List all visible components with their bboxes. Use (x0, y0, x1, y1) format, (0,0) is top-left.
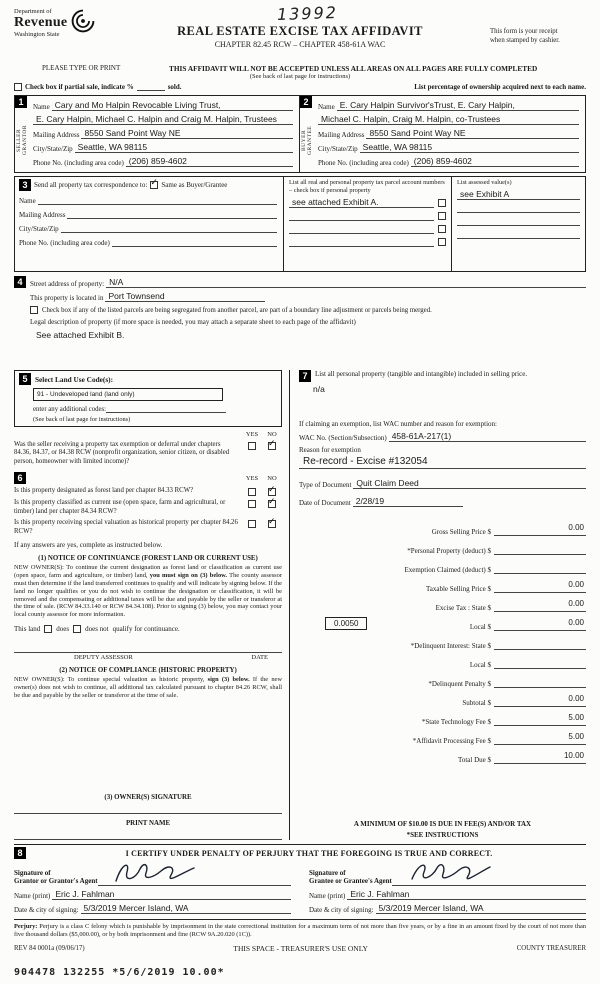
parcel-field-3[interactable] (289, 225, 434, 234)
gross-selling-price-field[interactable] (494, 517, 586, 536)
parcel-numbers-column (283, 177, 451, 271)
delinquent-interest-local-row (299, 650, 586, 669)
grantor-date-label: Date & city of signing: (14, 906, 79, 914)
corr-city-label: City/State/Zip (19, 225, 59, 233)
section-7-column (290, 370, 586, 840)
grantor-signature-label: Signature of Grantor or Grantor's Agent (14, 868, 98, 886)
grantee-date-label: Date & city of signing: (309, 906, 374, 914)
please-type-label: PLEASE TYPE OR PRINT (42, 64, 121, 72)
personal-property-deduct-row (299, 536, 586, 555)
partial-sale-checkbox[interactable] (14, 83, 22, 91)
legal-description-space[interactable] (14, 340, 586, 366)
state-technology-fee-field[interactable] (494, 707, 586, 726)
seller-city-field[interactable]: Seattle, WA 98115 (75, 142, 293, 153)
delinquent-interest-local-value (584, 656, 586, 665)
gross-selling-price-value: 0.00 (568, 523, 584, 532)
total-due-value: 10.00 (563, 751, 584, 760)
grantor-signature-column (14, 862, 291, 914)
parcel-checkbox-3[interactable] (438, 225, 446, 233)
does-checkbox[interactable] (44, 625, 52, 633)
corr-address-label: Mailing Address (19, 211, 66, 219)
current-use-question: Is this property classified as current use (open space, farm and agricultural, or timber) land per chapter 84.34 RCW? (14, 499, 226, 515)
partial-sale-percent-field[interactable] (137, 90, 165, 91)
excise-tax-state-row (299, 593, 586, 612)
seller-address-field[interactable]: 8550 Sand Point Way NE (81, 128, 293, 139)
section-1-badge: 1 (15, 96, 27, 108)
street-address-field[interactable]: N/A (106, 277, 586, 288)
taxable-selling-price-row (299, 574, 586, 593)
seller-address-label: Mailing Address (33, 131, 80, 139)
section-6-badge: 6 (14, 472, 26, 484)
current-use-no-checkbox[interactable]: ✓ (268, 497, 276, 508)
delinquent-penalty-value (584, 675, 586, 684)
grantor-name-label: Name (print) (14, 892, 51, 900)
corr-city-field[interactable] (61, 224, 277, 233)
grantee-date-field[interactable]: 5/3/2019 Mercer Island, WA (376, 903, 586, 914)
buyer-grantee-box (300, 95, 586, 173)
assessed-values-column (451, 177, 585, 271)
total-due-row (299, 745, 586, 764)
excise-tax-state-value: 0.00 (568, 599, 584, 608)
section-3-badge: 3 (19, 179, 31, 191)
receipt-stamp: 904478 132255 *5/6/2019 10.00* (14, 967, 225, 978)
document-date-field[interactable]: 2/28/19 (353, 496, 463, 507)
rev-number: REV 84 0001a (09/06/17) (14, 945, 85, 952)
corr-phone-label: Phone No. (including area code) (19, 239, 110, 247)
parcel-field-2[interactable] (289, 212, 434, 221)
owner-signature-group (14, 788, 282, 840)
assessed-values-header: List assessed value(s) (457, 179, 512, 186)
notice-compliance-text: NEW OWNER(S): To continue special valuation as historic property, sign (3) below. If the new owner(s) does not wish to continue, all additional tax calculated pursuant to chapter 84.26 RCW, shall be due and payable by the seller or transferor at the time of sale. (14, 676, 282, 699)
corr-name-label: Name (19, 197, 36, 205)
wac-number-field[interactable]: 458-61A-217(1) (389, 431, 586, 442)
yes-column-label: YES (245, 431, 259, 438)
handwritten-number: 13992 (276, 2, 339, 25)
subtotal-value: 0.00 (568, 694, 584, 703)
state-technology-fee-value: 5.00 (568, 713, 584, 722)
date-label: DATE (251, 654, 268, 662)
seller-name-field-2[interactable]: E. Cary Halpin, Michael C. Halpin and Craig M. Halpin, Trustees (33, 114, 293, 125)
personal-property-deduct-label: *Personal Property (deduct) $ (407, 547, 491, 555)
parcel-field-1[interactable]: see attached Exhibit A. (289, 197, 434, 208)
partial-sale-suffix: sold. (167, 83, 182, 91)
perjury-bold-label: Perjury: (14, 923, 38, 930)
forest-land-question-row (14, 487, 282, 496)
partial-sale-row (14, 83, 586, 91)
assessed-field-1[interactable]: see Exhibit A (457, 189, 580, 200)
gross-selling-price-label: Gross Selling Price $ (431, 528, 491, 536)
see-back-note: (See back of last page for instructions) (249, 73, 351, 80)
section-6-header (14, 472, 282, 484)
exemption-claimed-field[interactable] (494, 555, 586, 574)
delinquent-interest-state-field[interactable] (494, 631, 586, 650)
current-use-question-row (14, 499, 282, 516)
buyer-side-label: BUYER GRANTEE (301, 125, 313, 155)
notice-continuance-text: NEW OWNER(S): To continue the current designation as forest land or classification as current use (open space, farm and agriculture, or timber) land, you must sign on (3) below. The county assessor must then determine if the land transferred continues to qualify and will indicate by signing below. If the land no longer qualifies or you do not wish to continue the designation or classification, it will be removed and the compensating or additional taxes will be due and payable by the seller or transferor at the time of sale. (RCW 84.33.140 or RCW 84.34.108). Prior to signing (3) below, you may contact your local county assessor for more information. (14, 564, 282, 619)
ownership-note: List percentage of ownership acquired next to each name. (414, 83, 586, 91)
land-use-box (14, 370, 282, 427)
corr-name-field[interactable] (38, 196, 277, 205)
assessed-field-3[interactable] (457, 217, 580, 226)
partial-sale-label: Check box if partial sale, indicate % (25, 83, 134, 91)
seller-side-label: SELLER GRANTOR (16, 125, 28, 155)
delinquent-interest-local-field[interactable] (494, 650, 586, 669)
does-not-checkbox[interactable] (73, 625, 81, 633)
delinquent-penalty-field[interactable] (494, 669, 586, 688)
washington-state-label: Washington State (14, 31, 60, 38)
buyer-address-field[interactable]: 8550 Sand Point Way NE (366, 128, 579, 139)
state-technology-fee-row (299, 707, 586, 726)
receipt-note-line2: when stamped by cashier. (490, 36, 560, 44)
grantee-name-label: Name (print) (309, 892, 346, 900)
delinquent-interest-state-value (584, 637, 586, 646)
grantee-signature-column (309, 862, 586, 914)
type-print-row (14, 64, 586, 73)
minimum-due-note (299, 819, 586, 840)
sec5-question-row (14, 441, 282, 466)
grantee-signature-scribble (404, 859, 494, 887)
delinquent-interest-local-label: Local $ (469, 661, 491, 669)
seller-name-label: Name (33, 103, 50, 111)
sec6-no-label: NO (267, 474, 277, 482)
property-located-label: This property is located in (30, 294, 104, 302)
affidavit-processing-fee-label: *Affidavit Processing Fee $ (412, 737, 491, 745)
seller-city-label: City/State/Zip (33, 145, 73, 153)
dept-of-label: Department of (14, 8, 52, 15)
corr-address-field[interactable] (67, 210, 277, 219)
delinquent-penalty-label: *Delinquent Penalty $ (428, 680, 491, 688)
chapter-line: CHAPTER 82.45 RCW – CHAPTER 458-61A WAC (214, 40, 386, 49)
deputy-assessor-label: DEPUTY ASSESSOR (74, 654, 133, 662)
no-column-label: NO (267, 431, 277, 438)
historic-question-row (14, 519, 282, 536)
land-use-code-select[interactable]: 91 - Undeveloped land (land only) (33, 388, 223, 401)
parcel-checkbox-2[interactable] (438, 212, 446, 220)
grantor-signature-scribble (110, 859, 200, 887)
additional-codes-field[interactable] (106, 404, 226, 413)
dor-logo (14, 8, 96, 39)
warning-label: THIS AFFIDAVIT WILL NOT BE ACCEPTED UNLESS ALL AREAS ON ALL PAGES ARE FULLY COMPLETED (169, 64, 538, 73)
continuance-qualify-row (14, 625, 282, 633)
owners-signature-title: (3) OWNER(S) SIGNATURE (104, 794, 192, 801)
receipt-note-line1: This form is your receipt (490, 28, 558, 35)
deputy-assessor-labels (14, 654, 282, 661)
parcel-checkbox-1[interactable] (438, 199, 446, 207)
parcel-field-4[interactable] (289, 238, 434, 247)
exemption-intro-label: If claiming an exemption, list WAC number and reason for exemption: (299, 420, 497, 428)
forest-no-checkbox[interactable]: ✓ (268, 485, 276, 496)
corr-phone-field[interactable] (112, 238, 277, 247)
grantee-name-field[interactable]: Eric J. Fahlman (347, 889, 586, 900)
grantor-date-field[interactable]: 5/3/2019 Mercer Island, WA (81, 903, 291, 914)
same-as-buyer-label: Same as Buyer/Grantee (161, 181, 228, 189)
revenue-label: Revenue (14, 15, 68, 30)
sections-5-6-column (14, 370, 290, 840)
seller-phone-field[interactable]: (206) 859-4602 (126, 156, 293, 167)
excise-tax-local-field[interactable] (494, 612, 586, 631)
affidavit-processing-fee-field[interactable] (494, 726, 586, 745)
party-boxes (14, 95, 586, 173)
print-name-title: PRINT NAME (125, 820, 171, 827)
wac-number-label: WAC No. (Section/Subsection) (299, 434, 387, 442)
assessed-field-2[interactable] (457, 204, 580, 213)
local-rate-box[interactable]: 0.0050 (325, 617, 367, 630)
owners-signature-line[interactable] (14, 801, 282, 814)
swirl-logo-icon (70, 8, 96, 39)
subtotal-field[interactable] (494, 688, 586, 707)
middle-grid (14, 370, 586, 840)
delinquent-interest-state-row (299, 631, 586, 650)
personal-property-field[interactable]: n/a (313, 384, 325, 394)
gross-selling-price-row (299, 517, 586, 536)
forest-land-question: Is this property designated as forest land per chapter 84.33 RCW? (14, 487, 194, 495)
taxable-selling-price-value: 0.00 (568, 580, 584, 589)
subtotal-row (299, 688, 586, 707)
taxable-selling-price-field[interactable] (494, 574, 586, 593)
does-label: does (56, 625, 70, 634)
seller-phone-label: Phone No. (including area code) (33, 159, 124, 167)
perjury-text: Perjury is a class C felony which is punishable by imprisonment in the state correctional institution for a maximum term of not more than five years, or by a fine in an amount fixed by the court of not more than five thousand dollars ($5,000.00), or by both imprisonment and fine (RCW 9A.20.020 (1C)). (14, 923, 586, 938)
grantee-signature-field[interactable] (392, 862, 586, 886)
buyer-name-field-2[interactable]: Michael C. Halpin, Craig M. Halpin, co-Trustees (318, 114, 579, 125)
assessed-field-4[interactable] (457, 230, 580, 239)
certify-statement: I CERTIFY UNDER PENALTY OF PERJURY THAT THE FOREGOING IS TRUE AND CORRECT. (125, 848, 493, 858)
total-due-field[interactable] (494, 745, 586, 764)
reason-exemption-label: Reason for exemption (299, 446, 361, 454)
buyer-city-label: City/State/Zip (318, 145, 358, 153)
buyer-phone-label: Phone No. (including area code) (318, 159, 409, 167)
buyer-phone-field[interactable]: (206) 859-4602 (411, 156, 579, 167)
subtotal-label: Subtotal $ (462, 699, 491, 707)
amounts-block (299, 517, 586, 764)
excise-tax-state-label: Excise Tax : State $ (435, 604, 491, 612)
current-use-yes-checkbox[interactable] (248, 500, 256, 508)
seller-grantor-box (14, 95, 300, 173)
document-type-field[interactable]: Quit Claim Deed (353, 478, 586, 489)
form-header (14, 2, 586, 62)
send-correspondence-label: Send all property tax correspondence to: (34, 181, 148, 189)
delinquent-penalty-row (299, 669, 586, 688)
sec6-yes-label: YES (245, 474, 259, 482)
print-name-line[interactable] (14, 827, 282, 840)
personal-property-deduct-field[interactable] (494, 536, 586, 555)
sec5-question-text: Was the seller receiving a property tax exemption or deferral under chapters 84.36, 84.37, or 84.38 RCW (nonprofit organization, senior citizen, or disabled person, homeowner with limited income)? (14, 441, 230, 465)
exemption-claimed-row (299, 555, 586, 574)
section-4 (14, 276, 586, 366)
segregated-checkbox[interactable] (30, 306, 38, 314)
historic-no-checkbox[interactable]: ✓ (268, 517, 276, 528)
document-type-label: Type of Document (299, 481, 352, 489)
see-instructions-note: *SEE INSTRUCTIONS (406, 830, 479, 839)
this-land-label: This land (14, 625, 41, 634)
excise-tax-state-field[interactable] (494, 593, 586, 612)
sec5-no-checkbox[interactable]: ✓ (268, 439, 276, 449)
parcel-checkbox-4[interactable] (438, 238, 446, 246)
minimum-due-line1: A MINIMUM OF $10.00 IS DUE IN FEE(S) AND/OR TAX (353, 820, 532, 828)
land-use-title: Select Land Use Code(s): (35, 374, 114, 384)
buyer-name-field[interactable]: E. Cary Halpin Survivor'sTrust, E. Cary Halpin, (337, 100, 579, 111)
exemption-claimed-label: Exemption Claimed (deduct) $ (404, 566, 491, 574)
tax-correspondence-column (15, 177, 283, 271)
sec5-yes-checkbox[interactable] (248, 442, 256, 450)
section-8 (14, 844, 586, 920)
delinquent-interest-state-label: *Delinquent Interest: State $ (410, 642, 491, 650)
sec5-yes-no-header (14, 431, 282, 438)
notice-compliance-title: (2) NOTICE OF COMPLIANCE (HISTORIC PROPERTY) (59, 667, 237, 675)
affidavit-processing-fee-value: 5.00 (568, 732, 584, 741)
personal-property-deduct-value (584, 542, 586, 551)
excise-tax-local-row (299, 612, 586, 631)
historic-question: Is this property receiving special valuation as historical property per chapter 84.26 RCW? (14, 519, 238, 535)
taxable-selling-price-label: Taxable Selling Price $ (425, 585, 491, 593)
parcel-numbers-header: List all real and personal property tax parcel account numbers – check box if personal property (289, 179, 445, 194)
buyer-name-label: Name (318, 103, 335, 111)
receipt-note (490, 28, 586, 46)
section-2-badge: 2 (300, 96, 312, 108)
reason-exemption-field[interactable]: Re-record - Excise #132054 (299, 455, 586, 469)
form-title: REAL ESTATE EXCISE TAX AFFIDAVIT (177, 24, 423, 38)
total-due-label: Total Due $ (458, 756, 491, 764)
property-location-field[interactable]: Port Townsend (105, 291, 265, 302)
section-3 (14, 176, 586, 272)
buyer-address-label: Mailing Address (318, 131, 365, 139)
section-4-badge: 4 (14, 276, 26, 288)
section-7-badge: 7 (299, 370, 311, 382)
street-address-label: Street address of property: (30, 280, 105, 288)
excise-tax-local-label: Local $ (469, 623, 491, 631)
section-5-badge: 5 (19, 373, 31, 385)
deputy-assessor-signature-line[interactable] (14, 641, 282, 653)
dor-logo-text (14, 8, 67, 39)
personal-property-label: List all personal property (tangible and intangible) included in selling price. (315, 370, 528, 378)
seller-name-field[interactable]: Cary and Mo Halpin Revocable Living Trust, (52, 100, 293, 111)
see-back-note-2: (See back of last page for instructions) (33, 416, 131, 423)
does-not-label: does not (85, 625, 109, 634)
document-date-label: Date of Document (299, 499, 351, 507)
state-technology-fee-label: *State Technology Fee $ (421, 718, 491, 726)
section-8-badge: 8 (14, 847, 26, 859)
affidavit-processing-fee-row (299, 726, 586, 745)
forest-yes-checkbox[interactable] (248, 488, 256, 496)
exemption-claimed-value (584, 561, 586, 570)
segregated-label: Check box if any of the listed parcels are being segregated from another parcel, are part of a boundary line adjustment or parcels being merged. (42, 306, 432, 314)
additional-codes-label: enter any additional codes: (33, 406, 107, 413)
personal-property-space[interactable] (299, 394, 586, 420)
qualify-suffix-label: qualify for continuance. (112, 625, 180, 634)
grantee-signature-label: Signature of Grantee or Grantee's Agent (309, 868, 392, 886)
footer-row (14, 944, 586, 953)
notice-continuance-title: (1) NOTICE OF CONTINUANCE (FOREST LAND OR CURRENT USE) (38, 555, 258, 563)
grantor-signature-field[interactable] (98, 862, 291, 886)
same-as-buyer-checkbox[interactable]: ✓ (150, 178, 158, 188)
treasurer-space-label: THIS SPACE - TREASURER'S USE ONLY (233, 944, 368, 953)
county-treasurer-label: COUNTY TREASURER (516, 945, 586, 952)
historic-yes-checkbox[interactable] (248, 520, 256, 528)
buyer-city-field[interactable]: Seattle, WA 98115 (360, 142, 579, 153)
perjury-note (14, 923, 586, 939)
excise-tax-local-value: 0.00 (568, 618, 584, 627)
legal-description-value[interactable]: See attached Exhibit B. (36, 330, 125, 340)
if-yes-note: If any answers are yes, complete as instructed below. (14, 541, 163, 550)
legal-description-label: Legal description of property (if more space is needed, you may attach a separate sheet to each page of the affidavit) (30, 318, 356, 326)
grantor-name-field[interactable]: Eric J. Fahlman (52, 889, 291, 900)
